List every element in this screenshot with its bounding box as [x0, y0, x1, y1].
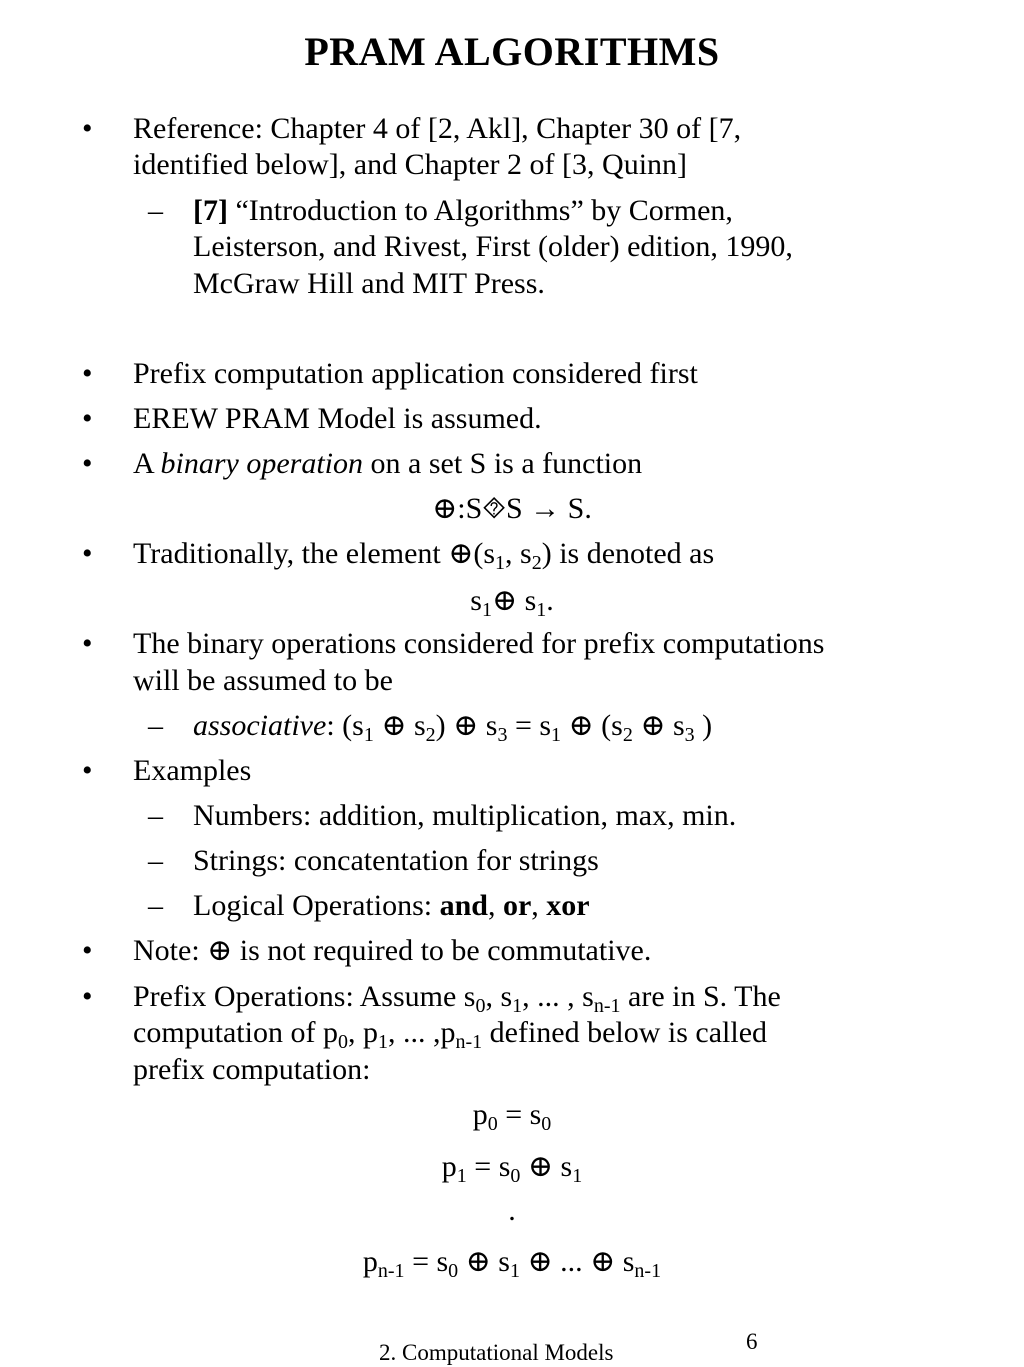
examples-numbers: Numbers: addition, multiplication, max, min.: [193, 799, 737, 832]
bullet-icon: •: [82, 934, 93, 967]
reference-7-text: “Introduction to Algorithms” by Cormen,: [227, 194, 733, 227]
page-number: 6: [746, 1329, 758, 1354]
traditional-notation-formula: $s_1\oplus$ $s_1$.: [470, 584, 554, 621]
bullet-icon: •: [82, 402, 93, 435]
erew-text: EREW PRAM Model is assumed.: [133, 402, 542, 435]
binary-operation-text: A binary operation on a set S is a function: [133, 447, 643, 480]
bullet-icon: •: [82, 627, 93, 660]
binary-ops-line-2: will be assumed to be: [133, 664, 393, 697]
note-text: Note: ⊕ is not required to be commutative.: [133, 934, 652, 967]
bullet-icon: •: [82, 447, 93, 480]
bullet-icon: •: [82, 980, 93, 1013]
bullet-icon: •: [82, 112, 93, 145]
footer-course-title: 2. Computational Models: [379, 1340, 614, 1365]
associative-formula: associative: ($s_1$ ⊕ $s_2$) ⊕ $s_3 = s_1$ ⊕ ($s_2$ ⊕ $s_3$ ): [193, 709, 713, 746]
reference-7-line-1: [193, 192, 733, 229]
examples-label: Examples: [133, 754, 252, 787]
binary-operation-formula: ⊕:S⯑S → S.: [432, 492, 592, 525]
examples-logical: Logical Operations: and, or, xor: [193, 889, 590, 922]
dash-icon: –: [148, 709, 163, 742]
binary-ops-line-1: The binary operations considered for prefix computations: [133, 627, 825, 660]
reference-line-2: identified below], and Chapter 2 of [3, Quinn]: [133, 148, 688, 181]
dash-icon: –: [148, 799, 163, 832]
bullet-icon: •: [82, 537, 93, 570]
dash-icon: –: [148, 889, 163, 922]
equation-ellipsis-dot: .: [508, 1194, 516, 1227]
reference-7-line-3: McGraw Hill and MIT Press.: [193, 267, 545, 300]
dash-icon: –: [148, 194, 163, 227]
prefix-ops-line-3: prefix computation:: [133, 1053, 371, 1086]
equation-p1: $p_1 = s_0$ ⊕ $s_1$: [441, 1150, 583, 1187]
reference-7-line-2: Leisterson, and Rivest, First (older) edition, 1990,: [193, 230, 793, 263]
traditionally-text: Traditionally, the element $\oplus(s_1$, $s_2$) is denoted as: [133, 537, 715, 574]
prefix-first-text: Prefix computation application considered first: [133, 357, 698, 390]
reference-line-1: Reference: Chapter 4 of [2, Akl], Chapter 30 of [7,: [133, 112, 742, 145]
equation-p0: $p_0 = s_0$: [472, 1098, 552, 1135]
prefix-ops-line-2: computation of $p_0$, $p_1$, ... $,p_{n-1}$ defined below is called: [133, 1016, 768, 1053]
examples-strings: Strings: concatentation for strings: [193, 844, 599, 877]
bullet-icon: •: [82, 357, 93, 390]
prefix-ops-line-1: Prefix Operations: Assume $s_0$, $s_1$, ... , $s_{n-1}$ are in S. The: [133, 980, 781, 1017]
reference-7-tag: [7]: [193, 194, 228, 227]
slide-title: PRAM ALGORITHMS: [304, 29, 720, 74]
bullet-icon: •: [82, 754, 93, 787]
dash-icon: –: [148, 844, 163, 877]
equation-pn-1: $p_{n-1} = s_0$ ⊕ $s_1$ ⊕ ... ⊕ $s_{n-1}$: [362, 1245, 662, 1282]
